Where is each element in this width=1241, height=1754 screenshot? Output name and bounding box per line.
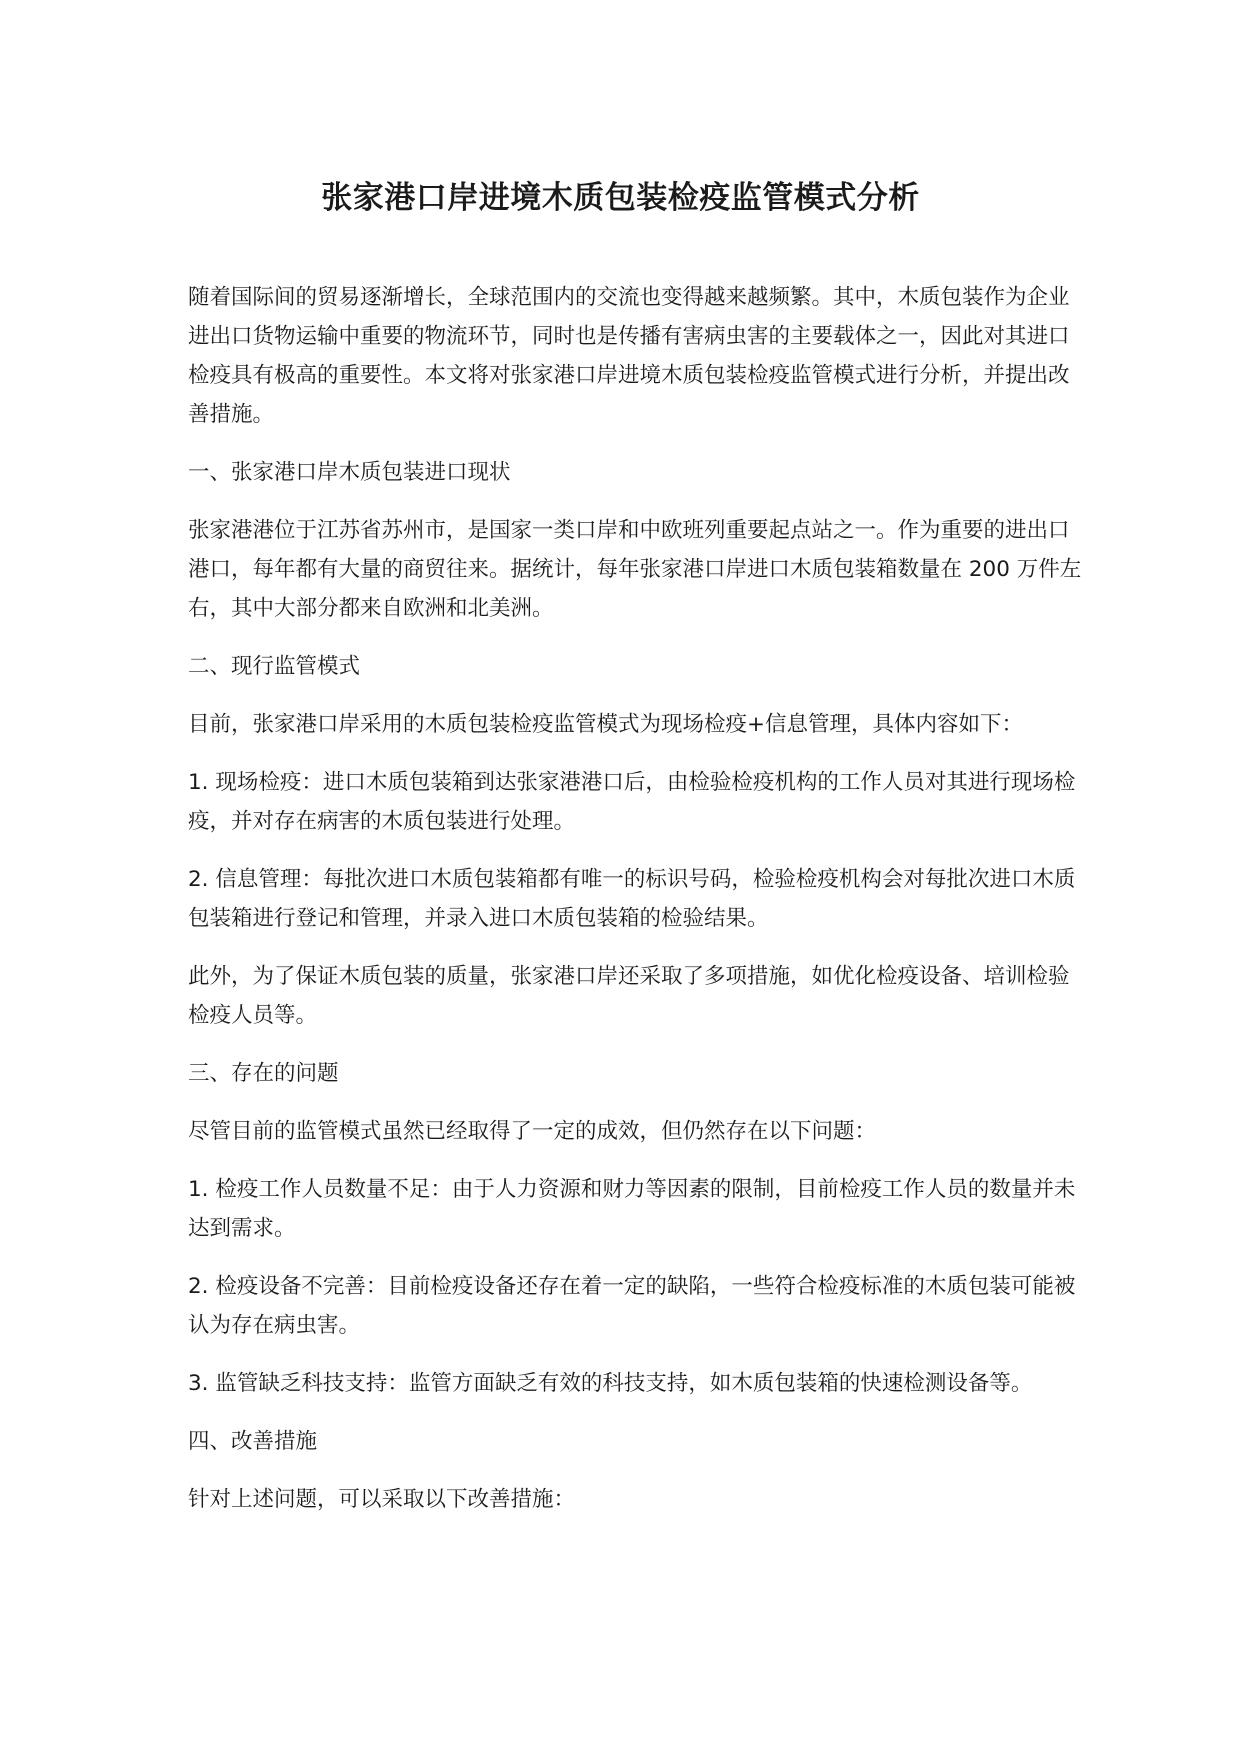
- paragraph-intro: 随着国际间的贸易逐渐增长，全球范围内的交流也变得越来越频繁。其中，木质包装作为企业进出口货物运输中重要的物流环节，同时也是传播有害病虫害的主要载体之一，因此对其进口检疫具有极高的重要性。本文将对张家港口岸进境木质包装检疫监管模式进行分析，并提出改善措施。: [188, 285, 1070, 427]
- list-item-equipment: 2. 检疫设备不完善：目前检疫设备还存在着一定的缺陷，一些符合检疫标准的木质包装可能被认为存在病虫害。: [188, 1274, 1076, 1338]
- paragraph-other-measures: 此外，为了保证木质包装的质量，张家港口岸还采取了多项措施，如优化检疫设备、培训检验检疫人员等。: [188, 964, 1070, 1028]
- list-item-technology: 3. 监管缺乏科技支持：监管方面缺乏有效的科技支持，如木质包装箱的快速检测设备等。: [188, 1371, 1033, 1396]
- section-heading-1: 一、张家港口岸木质包装进口现状: [188, 460, 511, 485]
- section-heading-4: 四、改善措施: [188, 1429, 318, 1454]
- document-body: [188, 278, 1088, 1519]
- paragraph-current-mode: 目前，张家港口岸采用的木质包装检疫监管模式为现场检疫+信息管理，具体内容如下：: [188, 712, 1024, 737]
- list-item-inspection: 1. 现场检疫：进口木质包装箱到达张家港港口后，由检验检疫机构的工作人员对其进行现场检疫，并对存在病害的木质包装进行处理。: [188, 770, 1076, 834]
- paragraph-problems-intro: 尽管目前的监管模式虽然已经取得了一定的成效，但仍然存在以下问题：: [188, 1119, 877, 1144]
- paragraph-improvements-intro: 针对上述问题，可以采取以下改善措施：: [188, 1487, 576, 1512]
- section-heading-3: 三、存在的问题: [188, 1061, 339, 1086]
- section-heading-2: 二、现行监管模式: [188, 654, 361, 679]
- document-title: 张家港口岸进境木质包装检疫监管模式分析: [321, 180, 920, 216]
- list-item-info-management: 2. 信息管理：每批次进口木质包装箱都有唯一的标识号码，检验检疫机构会对每批次进口木质包装箱进行登记和管理，并录入进口木质包装箱的检验结果。: [188, 867, 1076, 931]
- paragraph-status: 张家港港位于江苏省苏州市，是国家一类口岸和中欧班列重要起点站之一。作为重要的进出口港口，每年都有大量的商贸往来。据统计，每年张家港口岸进口木质包装箱数量在 200 万件左右，其中大部分都来自欧洲和北美洲。: [188, 518, 1082, 621]
- list-item-staff-shortage: 1. 检疫工作人员数量不足：由于人力资源和财力等因素的限制，目前检疫工作人员的数量并未达到需求。: [188, 1177, 1076, 1241]
